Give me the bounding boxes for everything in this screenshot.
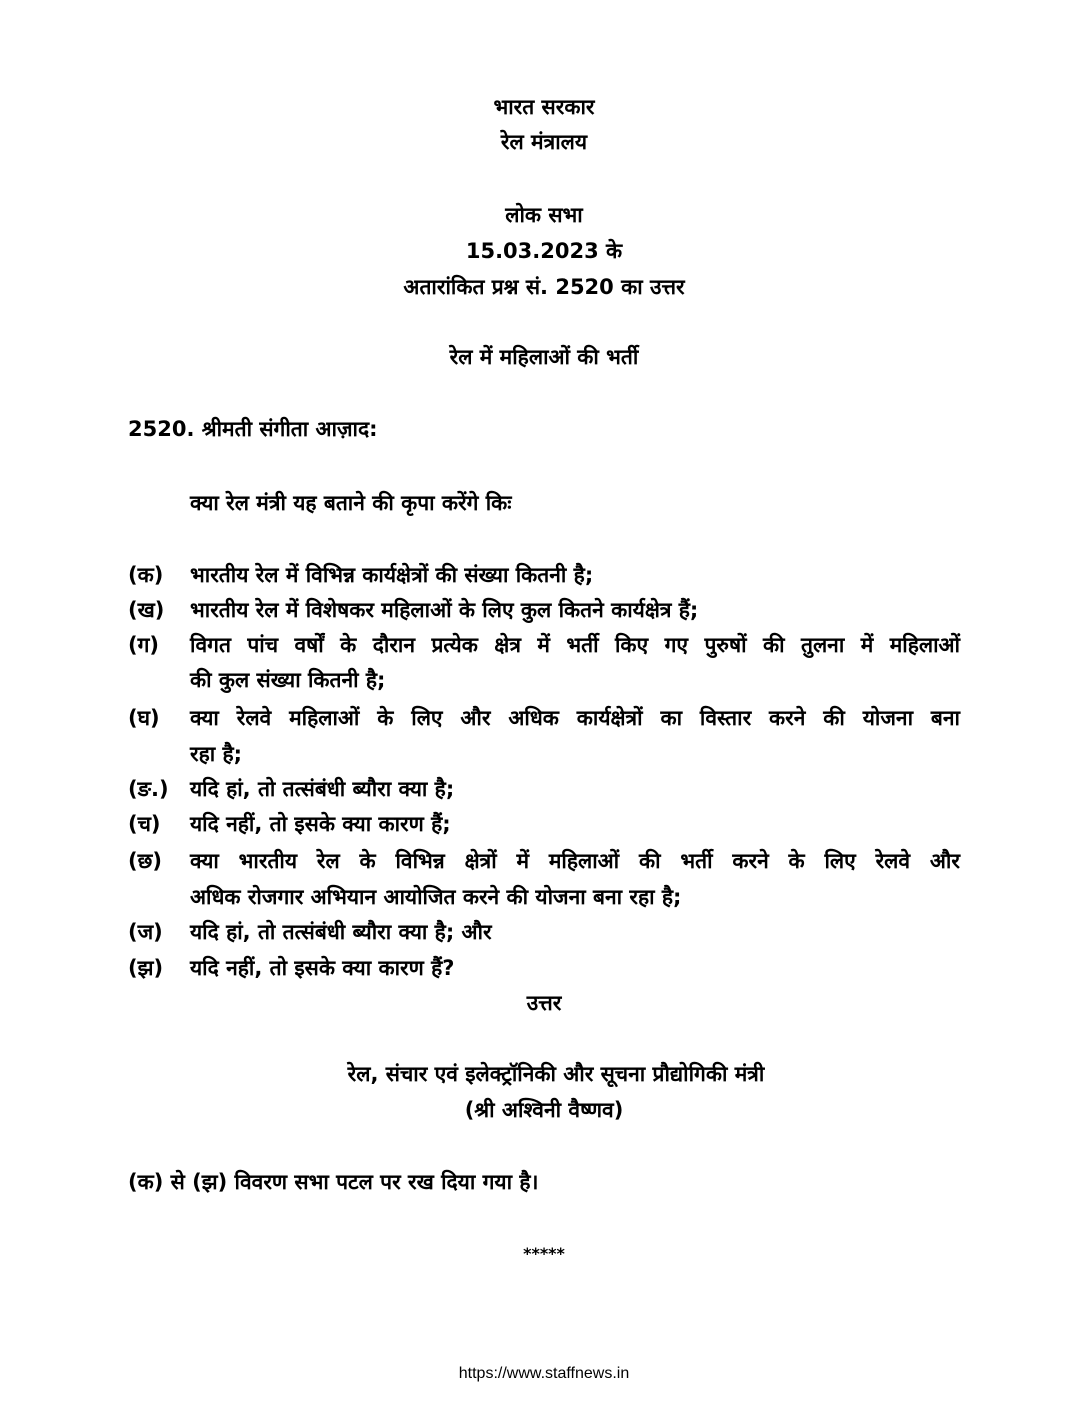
question-chha-line-2: अधिक रोजगार अभियान आयोजित करने की योजना बना रहा है; <box>190 885 682 909</box>
house-heading: लोक सभा <box>505 203 583 227</box>
question-ga-line-1: विगत पांच वर्षों के दौरान प्रत्येक क्षेत्र में भर्ती किए गए पुरुषों की तुलना में महिलाओं <box>190 633 960 657</box>
question-mark-chha: (छ) <box>128 849 162 873</box>
question-gha-line-1: क्या रेलवे महिलाओं के लिए और अधिक कार्यक्षेत्रों का विस्तार करने की योजना बना <box>190 706 960 730</box>
end-mark: ***** <box>523 1244 565 1263</box>
question-mark-jha: (झ) <box>128 956 164 980</box>
question-cha-line-1: यदि नहीं, तो इसके क्या कारण हैं; <box>190 812 451 836</box>
question-ja-line-1: यदि हां, तो तत्संबंधी ब्यौरा क्या है; और <box>190 920 492 944</box>
question-nga-line-1: यदि हां, तो तत्संबंधी ब्यौरा क्या है; <box>190 777 455 801</box>
government-heading: भारत सरकार <box>493 95 595 119</box>
question-mark-ga: (ग) <box>128 633 160 657</box>
footer-url: https://www.staffnews.in <box>458 1365 630 1382</box>
question-number-line: अतारांकित प्रश्न सं. 2520 का उत्तर <box>403 275 685 299</box>
ministry-heading: रेल मंत्रालय <box>500 130 588 154</box>
question-mark-nga: (ङ.) <box>128 777 169 801</box>
question-mark-ka: (क) <box>128 563 164 587</box>
answer-heading: उत्तर <box>526 991 562 1015</box>
question-chha-line-1: क्या भारतीय रेल के विभिन्न क्षेत्रों में महिलाओं की भर्ती करने के लिए रेलवे और <box>190 849 960 873</box>
minister-name: (श्री अश्विनी वैष्णव) <box>464 1098 624 1122</box>
question-mark-ja: (ज) <box>128 920 163 944</box>
subject-heading: रेल में महिलाओं की भर्ती <box>449 345 639 369</box>
question-mark-gha: (घ) <box>128 706 160 730</box>
intro-line: क्या रेल मंत्री यह बताने की कृपा करेंगे किः <box>190 491 512 515</box>
question-ka-line-1: भारतीय रेल में विभिन्न कार्यक्षेत्रों की संख्या कितनी है; <box>190 563 594 587</box>
question-mark-kha: (ख) <box>128 598 165 622</box>
asker-line: 2520. श्रीमती संगीता आज़ाद: <box>128 417 378 441</box>
question-mark-cha: (च) <box>128 812 161 836</box>
answer-text: (क) से (झ) विवरण सभा पटल पर रख दिया गया है। <box>128 1170 539 1194</box>
question-kha-line-1: भारतीय रेल में विशेषकर महिलाओं के लिए कुल कितने कार्यक्षेत्र हैं; <box>190 598 699 622</box>
question-ga-line-2: की कुल संख्या कितनी है; <box>190 668 386 692</box>
date-line: 15.03.2023 के <box>465 239 623 263</box>
question-gha-line-2: रहा है; <box>190 742 243 766</box>
question-jha-line-1: यदि नहीं, तो इसके क्या कारण हैं? <box>190 956 455 980</box>
minister-title: रेल, संचार एवं इलेक्ट्रॉनिकी और सूचना प्रौद्योगिकी मंत्री <box>347 1062 765 1086</box>
